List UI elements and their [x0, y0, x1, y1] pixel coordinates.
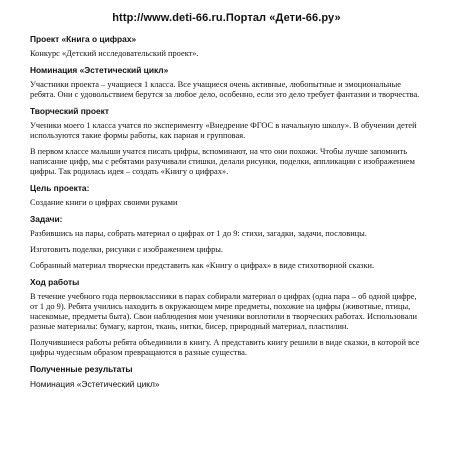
- first-class-paragraph: В первом классе малыши учатся писать цифры, вспоминают, на что они похожи. Чтобы лучше запомнить написание цифр, мы с ребятами разучивали стишки, делали рисунки, поделки, аппликации с изображением цифры. Так родилась идея – создать «Книгу о цифрах».: [30, 147, 415, 176]
- results-nomination: Номинация «Эстетический цикл»: [30, 379, 160, 389]
- participants-paragraph: Участники проекта – учащиеся 1 класса. Все учащиеся очень активные, любопытные и эмоциональные ребята. Они с удовольствием берутся за любое дело, особенно, если это дело требует фантазии и творчества.: [30, 80, 420, 99]
- page-header: http://www.deti-66.ru.Портал «Дети-66.ру»: [112, 12, 341, 24]
- task-3: Собранный материал творчески представить как «Книгу о цифрах» в виде стихотворной сказки.: [30, 261, 375, 270]
- book-paragraph: Получившиеся работы ребята объединили в книгу. А представить книгу решили в виде сказки, в которой все цифры чудесным образом превращаются в разные существа.: [30, 338, 420, 357]
- task-2: Изготовить поделки, рисунки с изображением цифры.: [30, 245, 223, 254]
- goal-heading: Цель проекта:: [30, 183, 90, 193]
- task-1: Разбившись на пары, собрать материал о цифрах от 1 до 9: стихи, загадки, задачи, пословицы.: [30, 229, 367, 238]
- progress-heading: Ход работы: [30, 277, 80, 287]
- nomination-heading: Номинация «Эстетический цикл»: [30, 65, 169, 75]
- students-paragraph: Ученики моего 1 класса учатся по эксперименту «Внедрение ФГОС в начальную школу». В обучении детей используются такие формы работы, как парная и групповая.: [30, 121, 417, 140]
- results-heading: Полученные результаты: [30, 364, 133, 374]
- contest-line: Конкурс «Детский исследовательский проект».: [30, 49, 199, 58]
- creative-project-heading: Творческий проект: [30, 106, 109, 116]
- goal-paragraph: Создание книги о цифрах своими руками: [30, 198, 178, 207]
- progress-paragraph: В течение учебного года первоклассники в парах собирали материал о цифрах (одна пара – об одной цифре, от 1 до 9). Ребята учились находить в окружающем мире предметы, похожие на цифры (животные, птицы, насекомые, предметы быта). Свои наблюдения мои ученики воплотили в творческих работах. Использовали разные материалы: бумагу, картон, ткань, нитки, бисер, природный материал, пластилин.: [30, 292, 418, 331]
- project-title: Проект «Книга о цифрах»: [30, 34, 137, 44]
- tasks-heading: Задачи:: [30, 214, 63, 224]
